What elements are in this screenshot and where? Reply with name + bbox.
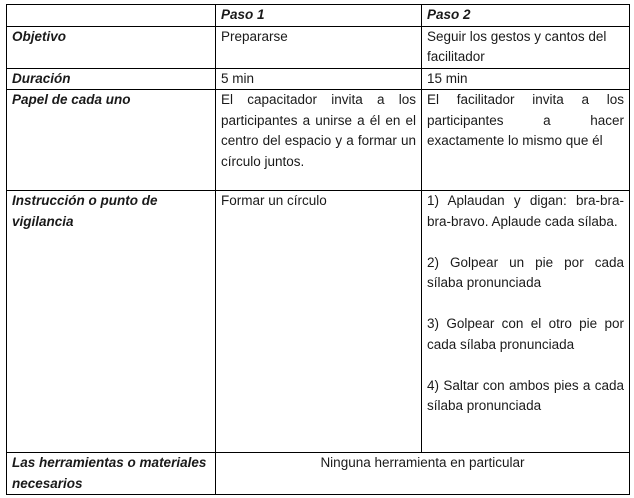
- instruction-step-3: 3) Golpear con el otro pie por cada sílaba pronunciada: [427, 316, 624, 352]
- header-cell-paso-1: Paso 1: [216, 5, 422, 27]
- instruction-step-4: 4) Saltar con ambos pies a cada sílaba pronunciada: [427, 377, 624, 413]
- document-page: [6, 4, 630, 495]
- row-label-duracion: Duración: [7, 68, 216, 90]
- table-row-papel: [7, 90, 630, 191]
- cell-papel-paso-2: El facilitador invita a los participantes a hacer exactamente lo mismo que él: [422, 90, 630, 191]
- row-label-objetivo: Objetivo: [7, 26, 216, 68]
- cell-instruccion-paso-1: Formar un círculo: [216, 191, 422, 453]
- header-cell-paso-2: Paso 2: [422, 5, 630, 27]
- header-cell-blank: [7, 5, 216, 27]
- cell-herramientas-value: Ninguna herramienta en particular: [216, 453, 630, 495]
- cell-papel-paso-1: El capacitador invita a los participantes a unirse a él en el centro del espacio y a formar un círculo juntos.: [216, 90, 422, 191]
- activity-table: [6, 4, 630, 495]
- cell-duracion-paso-1: 5 min: [216, 68, 422, 90]
- table-row-objetivo: [7, 26, 630, 68]
- cell-duracion-paso-2: 15 min: [422, 68, 630, 90]
- row-label-herramientas: Las herramientas o materiales necesarios: [7, 453, 216, 495]
- table-row-duracion: [7, 68, 630, 90]
- row-label-papel: Papel de cada uno: [7, 90, 216, 191]
- cell-objetivo-paso-1: Prepararse: [216, 26, 422, 68]
- instruction-step-2: 2) Golpear un pie por cada sílaba pronunciada: [427, 254, 624, 290]
- table-header-row: [7, 5, 630, 27]
- table-row-herramientas: [7, 453, 630, 495]
- cell-instruccion-paso-2: [422, 191, 630, 453]
- table-row-instruccion: [7, 191, 630, 453]
- row-label-instruccion: Instrucción o punto de vigilancia: [7, 191, 216, 453]
- cell-objetivo-paso-2: Seguir los gestos y cantos del facilitador: [422, 26, 630, 68]
- instruction-step-1: 1) Aplaudan y digan: bra-bra-bra-bravo. Aplaude cada sílaba.: [427, 193, 624, 229]
